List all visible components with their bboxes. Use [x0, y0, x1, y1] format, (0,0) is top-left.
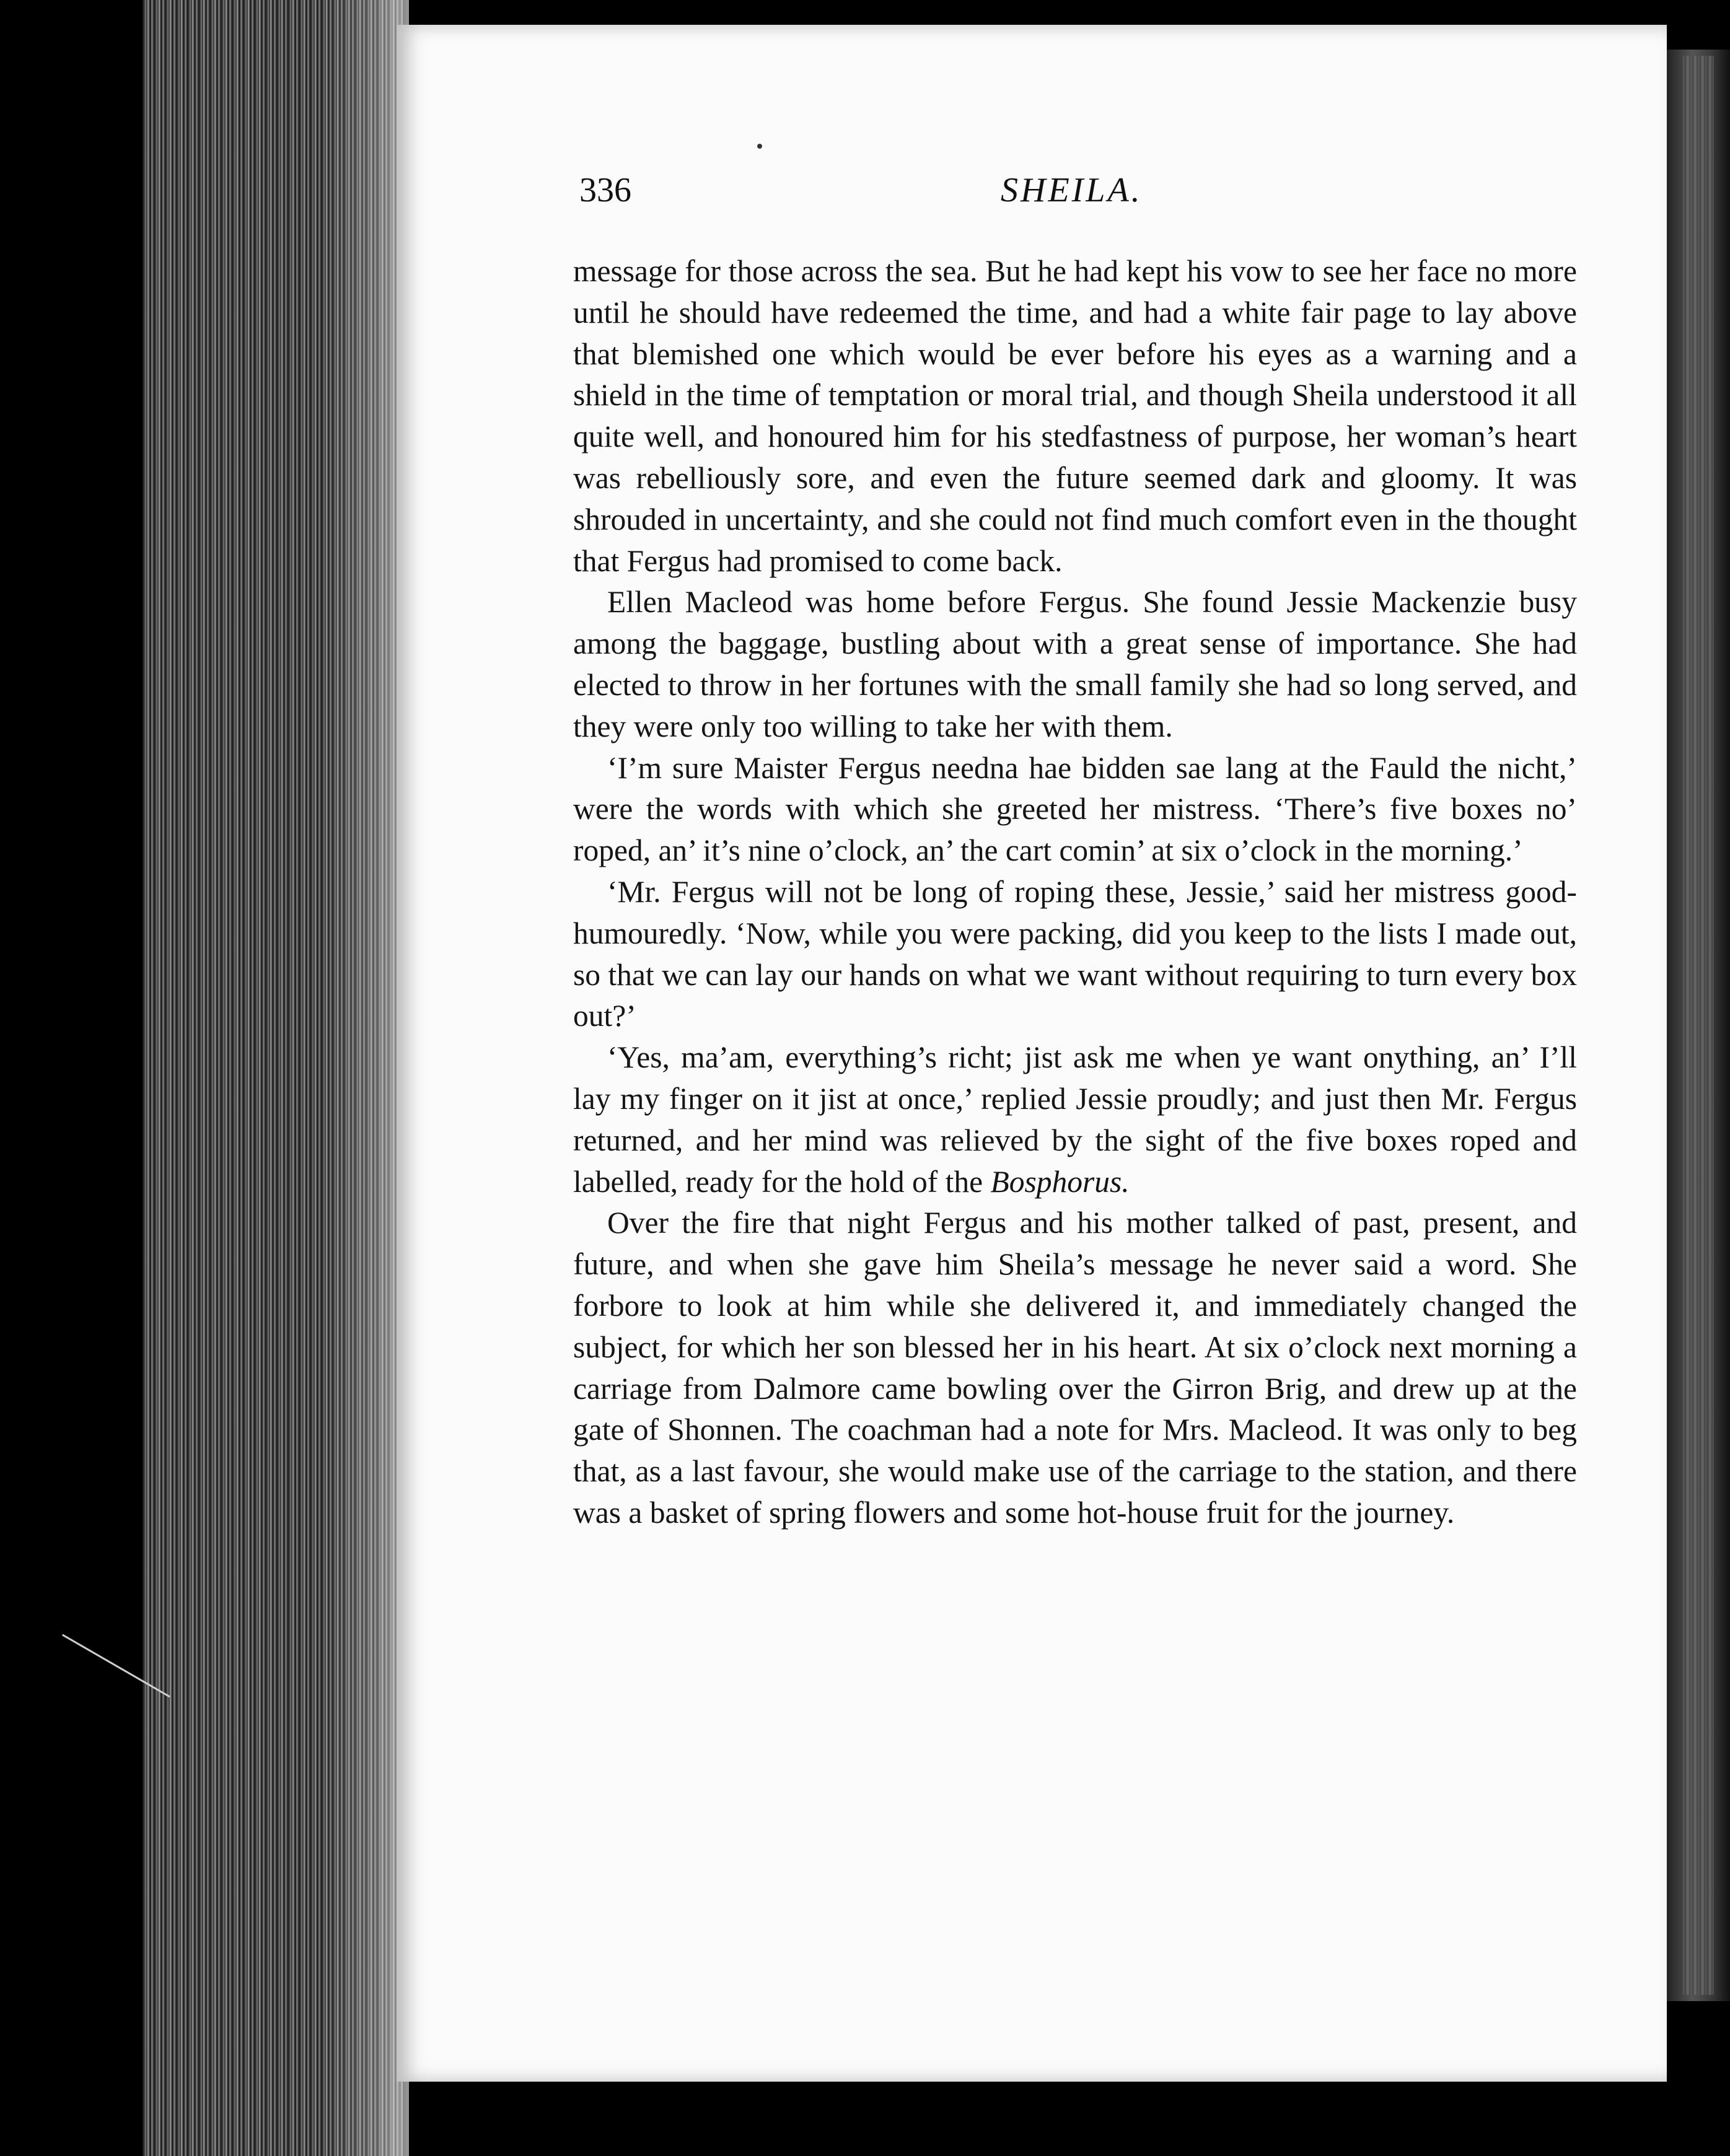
page-number: 336 [579, 171, 631, 209]
facing-page-edge-strip [1683, 56, 1714, 1995]
paragraph [573, 251, 1577, 582]
paragraph [573, 872, 1577, 1037]
ink-speck [757, 144, 762, 149]
paragraph [573, 1203, 1577, 1533]
paragraph [573, 748, 1577, 872]
paragraph-text: ‘Mr. Fergus will not be long of roping these, Jessie,’ said her mistress good-humouredly. ‘Now, while you were packing, did you keep to the lists I made out, so that we can lay our hands on what we want without requiring to turn every box out?’ [573, 874, 1577, 1033]
italic-text: Bosphorus. [990, 1164, 1130, 1199]
paragraph-text: message for those across the sea. But he had kept his vow to see her face no more until he should have redeemed the time, and had a white fair page to lay above that blemished one which would be ever before his eyes as a warning and a shield in the time of temptation or moral trial, and though Sheila understood it all quite well, and honoured him for his stedfastness of purpose, her woman’s heart was rebelliously sore, and even the future seemed dark and gloomy. It was shrouded in uncertainty, and she could not find much comfort even in the thought that Fergus had promised to come back. [573, 254, 1577, 578]
paragraph-text: ‘I’m sure Maister Fergus needna hae bidden sae lang at the Fauld the nicht,’ were the words with which she greeted her mistress. ‘There’s five boxes no’ roped, an’ it’s nine o’clock, an’ the cart comin’ at six o’clock in the morning.’ [573, 750, 1577, 868]
page-edges-highlight [322, 0, 409, 2156]
running-title: SHEILA. [1001, 171, 1143, 209]
paragraph-text: Ellen Macleod was home before Fergus. She found Jessie Mackenzie busy among the baggage, bustling about with a great sense of importance. She had elected to throw in her fortunes with the small family she had so long served, and they were only too willing to take her with them. [573, 585, 1577, 743]
body-text [573, 251, 1577, 1534]
running-header [579, 170, 1571, 220]
paragraph-text: Over the fire that night Fergus and his mother talked of past, present, and future, and when she gave him Sheila’s message he never said a word. She forbore to look at him while she delivered it, and immediately changed the subject, for which her son blessed her in his heart. At six o’clock next morning a carriage from Dalmore came bowling over the Girron Brig, and drew up at the gate of Shonnen. The coachman had a note for Mrs. Macleod. It was only to beg that, as a last favour, she would make use of the carriage to the station, and there was a basket of spring flowers and some hot-house fruit for the journey. [573, 1206, 1577, 1530]
paragraph [573, 1037, 1577, 1203]
paragraph [573, 582, 1577, 747]
paragraph-text: ‘Yes, ma’am, everything’s richt; jist ask me when ye want onything, an’ I’ll lay my finger on it jist at once,’ replied Jessie proudly; and just then Mr. Fergus returned, and her mind was relieved by the sight of the five boxes roped and labelled, ready for the hold of the [573, 1040, 1577, 1199]
